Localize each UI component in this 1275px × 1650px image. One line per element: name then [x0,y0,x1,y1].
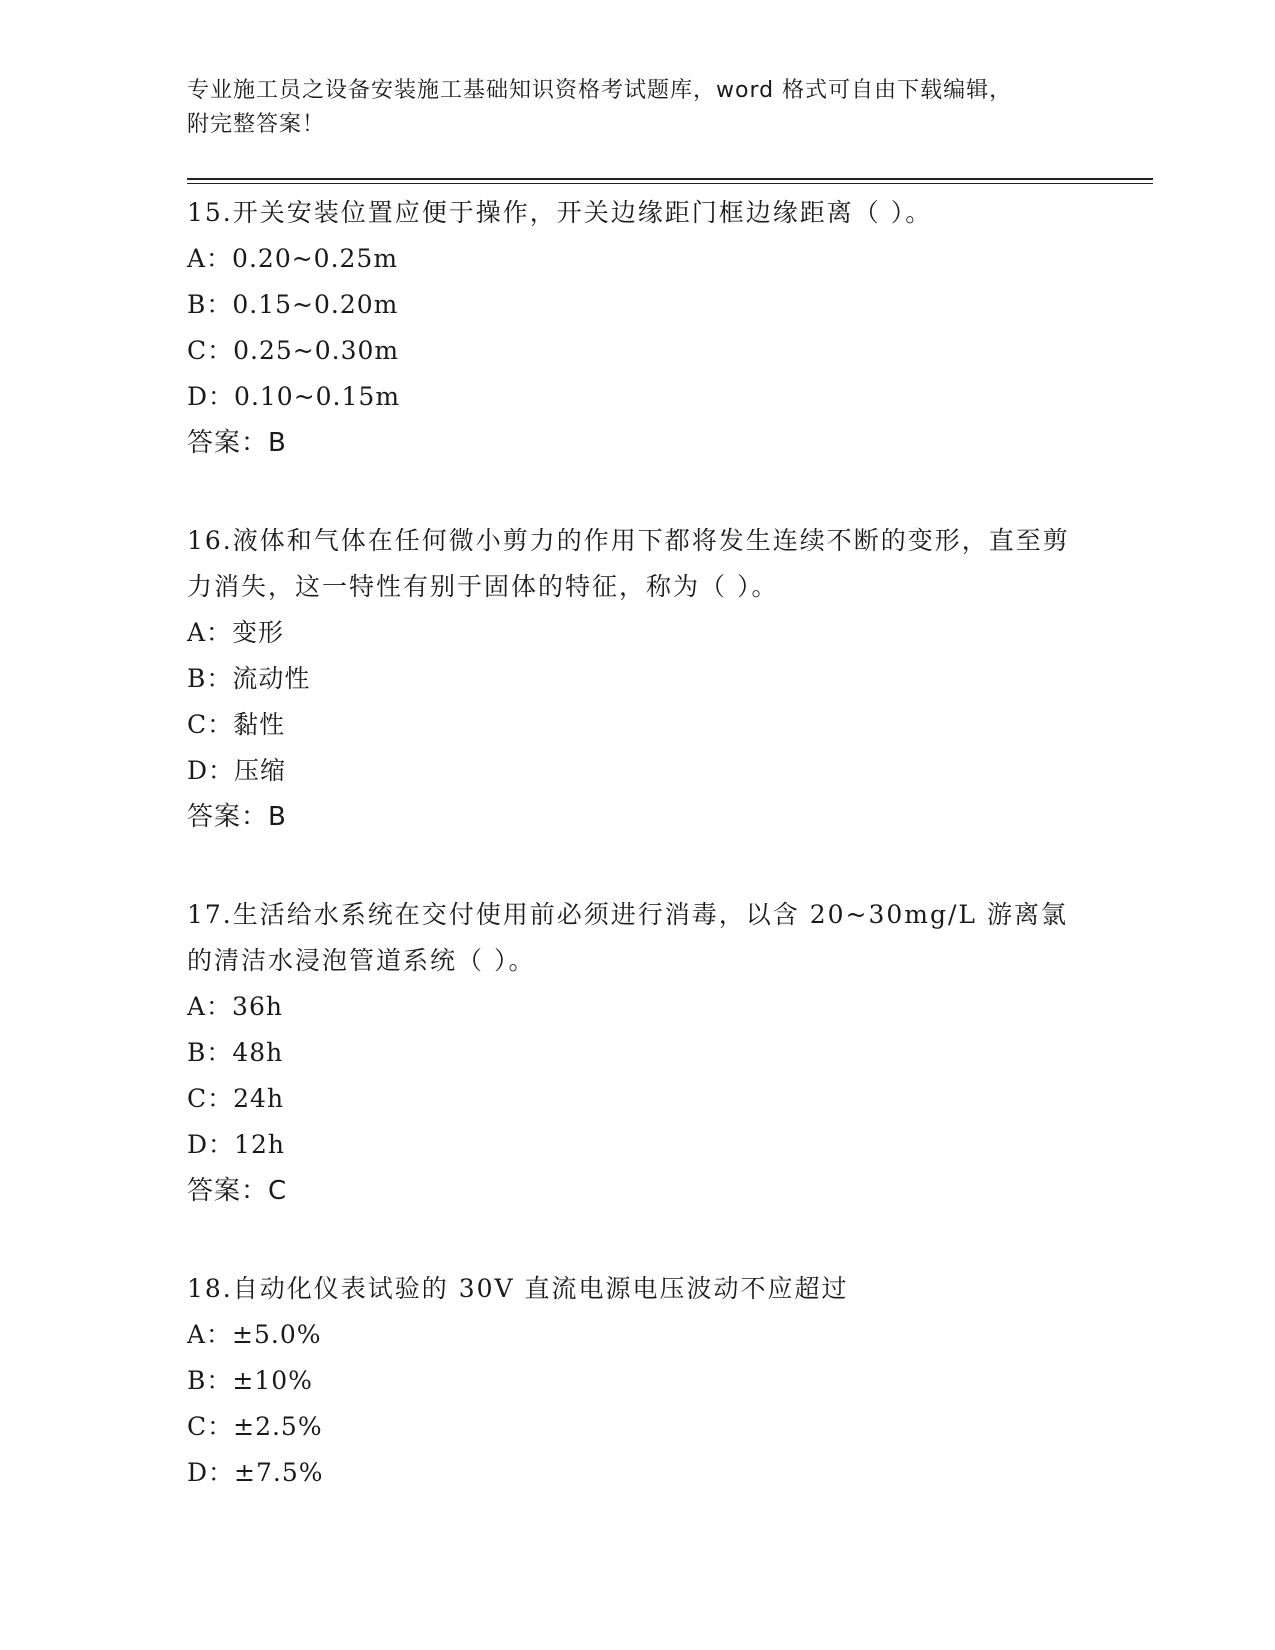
option-b: B：0.15~0.20m [187,290,399,319]
option-c: C：±2.5% [187,1412,323,1441]
option-c: C：黏性 [187,710,286,739]
header-line-2: 附完整答案！ [187,112,326,137]
header-divider-thick [187,178,1153,180]
answer-line: 答案：C [187,1176,288,1206]
question-17 [187,892,1087,1214]
document-header [187,74,1067,142]
header-line-1: 专业施工员之设备安装施工基础知识资格考试题库，word 格式可自由下载编辑， [187,78,1013,103]
question-stem: 16.液体和气体在任何微小剪力的作用下都将发生连续不断的变形，直至剪力消失，这一特性有别于固体的特征，称为（ ）。 [187,526,1070,601]
option-a: A：36h [187,992,283,1021]
question-spacer [187,840,1087,892]
option-d: D：0.10~0.15m [187,382,401,411]
question-stem: 18.自动化仪表试验的 30V 直流电源电压波动不应超过 [187,1274,849,1303]
question-16 [187,518,1087,840]
option-c: C：0.25~0.30m [187,336,400,365]
option-a: A：变形 [187,618,285,647]
header-divider-thin [187,183,1153,184]
question-15 [187,190,1087,466]
option-b: B：±10% [187,1366,313,1395]
option-b: B：48h [187,1038,284,1067]
option-a: A：0.20~0.25m [187,244,399,273]
option-b: B：流动性 [187,664,311,693]
question-list [187,190,1087,1496]
option-d: D：压缩 [187,756,287,785]
question-spacer [187,1214,1087,1266]
question-stem: 17.生活给水系统在交付使用前必须进行消毒，以含 20~30mg/L 游离氯的清洁水浸泡管道系统（ ）。 [187,900,1068,975]
answer-line: 答案：B [187,428,287,458]
question-spacer [187,466,1087,518]
answer-line: 答案：B [187,802,287,832]
option-d: D：±7.5% [187,1458,324,1487]
option-a: A：±5.0% [187,1320,322,1349]
question-18 [187,1266,1087,1496]
question-stem: 15.开关安装位置应便于操作，开关边缘距门框边缘距离（ ）。 [187,198,933,227]
option-d: D：12h [187,1130,285,1159]
option-c: C：24h [187,1084,285,1113]
